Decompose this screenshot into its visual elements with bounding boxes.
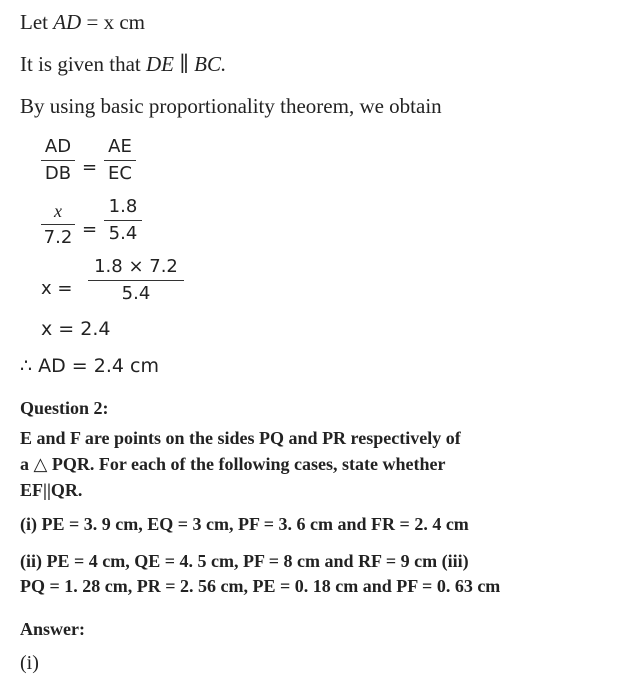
equals-sign-2: = (82, 219, 98, 240)
fraction-bar (104, 220, 142, 221)
equals-sign-1: = (82, 157, 98, 178)
x-result: x = 2.4 (41, 318, 111, 340)
question-case-2-line-2: PQ = 1. 28 cm, PR = 2. 56 cm, PE = 0. 18 cm and PF = 0. 63 cm (20, 576, 501, 596)
fraction-ad-db (41, 136, 75, 185)
intro-line-3: By using basic proportionality theorem, we obtain (20, 94, 442, 118)
question-heading: Question 2: (20, 398, 109, 418)
fraction-bar (88, 280, 184, 281)
question-case-2-line-1: (ii) PE = 4 cm, QE = 4. 5 cm, PF = 8 cm and RF = 9 cm (iii) (20, 551, 469, 571)
fraction-x-7-2-numerator: x (54, 201, 62, 221)
question-body-line-3: EF||QR. (20, 480, 83, 500)
fraction-1-8-5-4-numerator: 1.8 (108, 196, 138, 217)
fraction-x-7-2-denominator: 7.2 (43, 227, 73, 248)
x-equals-text: x = (41, 278, 73, 299)
fraction-product-denominator: 5.4 (121, 283, 151, 304)
intro-line-1 (20, 10, 145, 35)
fraction-product (88, 256, 184, 305)
fraction-ad-db-denominator: DB (44, 163, 72, 184)
x-equals-label (41, 278, 72, 299)
fraction-ae-ec-numerator: AE (108, 136, 132, 157)
answer-part: (i) (20, 652, 39, 674)
intro-line-1-suffix: = x cm (81, 10, 145, 34)
intro-line-2 (20, 52, 226, 77)
fraction-ad-db-numerator: AD (44, 136, 72, 157)
fraction-bar (104, 160, 136, 161)
intro-line-2-prefix: It is given that (20, 52, 146, 76)
fraction-ae-ec (104, 136, 136, 185)
fraction-1-8-5-4 (104, 196, 142, 245)
fraction-bar (41, 224, 75, 225)
intro-line-1-prefix: Let (20, 10, 54, 34)
fraction-bar (41, 160, 75, 161)
fraction-1-8-5-4-denominator: 5.4 (108, 223, 138, 244)
question-case-1: (i) PE = 3. 9 cm, EQ = 3 cm, PF = 3. 6 cm and FR = 2. 4 cm (20, 514, 469, 534)
question-body-line-2: a △ PQR. For each of the following cases, state whether (20, 454, 446, 474)
intro-line-2-expr: DE ∥ BC. (145, 52, 227, 76)
fraction-product-numerator: 1.8 × 7.2 (94, 256, 178, 277)
answer-heading: Answer: (20, 619, 85, 639)
therefore-line: ∴ AD = 2.4 cm (20, 355, 159, 377)
intro-line-1-var: AD (53, 10, 82, 34)
question-body-line-1: E and F are points on the sides PQ and PR respectively of (20, 428, 461, 448)
fraction-x-7-2 (41, 200, 75, 249)
fraction-ae-ec-denominator: EC (108, 163, 132, 184)
